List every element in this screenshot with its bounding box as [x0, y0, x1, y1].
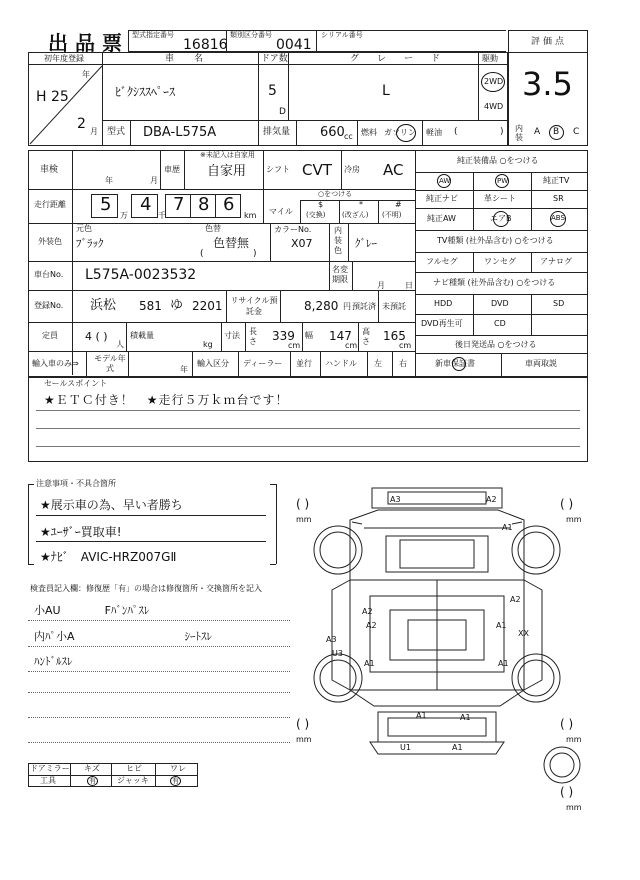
tv-full: フルセグ	[426, 257, 458, 266]
mile-option: マイル	[269, 207, 293, 216]
cc: 660	[320, 125, 345, 140]
first-reg-label: 初年度登録	[44, 54, 84, 63]
reg-kana: ゆ	[170, 298, 184, 313]
mm-fr: mm	[566, 515, 582, 524]
dealer-option: ディーラー	[243, 359, 283, 368]
shaken-label: 車検	[40, 165, 59, 175]
chassis-label: 車台No.	[34, 270, 64, 279]
inspector-line-2: 内ﾊﾟ小A ｼｰﾄｽﾚ	[34, 630, 213, 643]
recycle-paid: 預託済	[352, 302, 376, 311]
reg-no: 2201	[192, 299, 223, 313]
diesel-label: 軽油	[426, 128, 442, 137]
tv-title: TV種類 (社外品含む) ○をつける	[437, 236, 554, 245]
navi-title: ナビ種類 (社外品含む) ○をつける	[433, 278, 556, 287]
mm-rr: mm	[566, 735, 582, 744]
load-label: 積載量	[130, 331, 154, 340]
std-abs: ABS	[551, 214, 565, 222]
load-unit: kg	[203, 340, 213, 349]
inspector-title: 検査員記入欄：修復歴「有」の場合は修復箇所・交換箇所を記入	[30, 584, 262, 593]
std-equip-title: 純正装備品 ○をつける	[457, 156, 539, 165]
later-title: 後日発送品 ○をつける	[455, 340, 537, 349]
car-name-label: 車名	[165, 54, 224, 64]
type-no: 16816	[183, 37, 228, 53]
history: 自家用	[207, 164, 247, 179]
shift-label: シフト	[266, 165, 290, 174]
drive-label: 駆動	[482, 54, 498, 63]
mileage-digit-1: 5	[100, 194, 112, 215]
month-unit: 月	[90, 127, 98, 136]
model-label: 型式	[107, 127, 126, 137]
drive-4wd: 4WD	[484, 102, 504, 111]
color-no: X07	[291, 237, 313, 250]
bracket-rr: ( )	[560, 717, 574, 731]
mm-fl: mm	[296, 515, 312, 524]
mark-14: A1	[460, 713, 471, 722]
legend-kizu: キズ	[84, 764, 100, 773]
mark-2: A2	[486, 495, 497, 504]
dollar-mark: $	[318, 200, 324, 209]
hei-label: 高さ	[362, 327, 370, 346]
page-title: 出品票	[48, 31, 129, 55]
meigi-label: 名変期限	[332, 265, 348, 284]
handle-left: 左	[374, 359, 382, 368]
cc-unit: cc	[344, 132, 353, 141]
meigi-month: 月	[377, 281, 385, 290]
mark-12: A1	[498, 659, 509, 668]
mark-16: A1	[452, 743, 463, 752]
import-label: 輸入車のみ⇒	[32, 359, 79, 368]
mileage-km: km	[244, 211, 257, 220]
history-note: ※未記入は自家用	[200, 151, 255, 159]
meigi-day: 日	[405, 281, 413, 290]
first-reg-era: H 25	[36, 89, 69, 105]
reg-label: 登録No.	[34, 301, 64, 310]
std-sr: SR	[553, 194, 564, 203]
mileage-digit-5: 6	[223, 194, 235, 215]
legend-tool: 工具	[40, 776, 56, 785]
mark-15: U1	[400, 743, 411, 752]
grade-label: グレード	[350, 54, 459, 64]
tv-one: ワンセグ	[484, 257, 516, 266]
year-unit: 年	[82, 70, 90, 79]
cap-unit: 人	[116, 340, 124, 349]
recycle-amount: 8,280	[304, 299, 339, 313]
legend-ware: ワレ	[170, 764, 186, 773]
mark-7: A1	[496, 621, 507, 630]
legend-hibi: ヒビ	[126, 764, 142, 773]
later-warranty: 新車保証書	[435, 359, 475, 368]
serial-label: シリアル番号	[321, 31, 363, 39]
hei-unit: cm	[399, 341, 412, 350]
legend-mirror: ドアミラー	[30, 764, 70, 773]
orig-color-label: 元色	[76, 224, 92, 233]
chassis-no: L575A-0023532	[85, 267, 197, 283]
cap-label: 定員	[42, 331, 58, 340]
repaint-label: 色替	[205, 224, 221, 233]
inspector-line-3: ﾊﾝﾄﾞﾙｽﾚ	[34, 655, 73, 668]
interior-label: 内装	[515, 124, 523, 142]
car-damage-diagram	[290, 480, 590, 800]
bracket-rl: ( )	[296, 717, 310, 731]
mileage-sen: 千	[158, 211, 166, 220]
len-label: 長さ	[249, 327, 257, 346]
import-type-label: 輸入区分	[197, 359, 229, 368]
class-no: 0041	[276, 37, 312, 53]
car-name: ﾋﾞｸｼｽｽﾍﾟｰｽ	[115, 85, 176, 99]
color: ﾌﾞﾗｯｸ	[76, 237, 104, 250]
cc-label: 排気量	[263, 127, 291, 137]
mm-rl: mm	[296, 735, 312, 744]
int-color-label: 内装色	[334, 226, 342, 255]
mark-1: A3	[390, 495, 401, 504]
door-type: D	[279, 107, 286, 117]
bracket-fl: ( )	[296, 497, 310, 511]
legend-jack: ジャッキ	[117, 776, 149, 785]
model-year-label: モデル年式	[94, 354, 126, 373]
std-navi: 純正ナビ	[426, 194, 458, 203]
mileage-digit-2: 4	[140, 194, 152, 215]
score-value: 3.5	[522, 65, 573, 103]
recycle-unit: 円	[343, 302, 351, 311]
len-unit: cm	[288, 341, 301, 350]
mileage-man: 万	[120, 211, 128, 220]
mark-5: A2	[362, 607, 373, 616]
grade: L	[382, 83, 390, 99]
paren-right: )	[253, 249, 257, 259]
navi-sd: SD	[553, 299, 565, 308]
mark-3: A1	[502, 523, 513, 532]
kaizan-option: (改ざん)	[342, 211, 369, 219]
mark-13: A1	[416, 711, 427, 720]
mark-11: A1	[364, 659, 375, 668]
mark-6: A2	[366, 621, 377, 630]
wid-label: 幅	[305, 331, 313, 340]
hash-mark: #	[395, 200, 402, 209]
mileage-label: 走行距離	[34, 200, 66, 209]
note-line-3: ★ﾅﾋﾞ AVIC-HRZ007GⅡ	[40, 550, 177, 564]
bracket-spare: ( )	[560, 785, 574, 799]
std-aw: AW	[439, 177, 451, 185]
recycle-label: リサイクル預託金	[230, 296, 278, 316]
model-year-unit: 年	[180, 365, 188, 374]
repaint: 色替無	[213, 236, 250, 250]
navi-cd: CD	[494, 319, 506, 328]
class-no-label: 類別区分番号	[230, 31, 272, 39]
dim-label: 寸法	[224, 331, 240, 340]
mark-10: U3	[332, 649, 343, 658]
handle-label: ハンドル	[325, 359, 357, 368]
doors-label: ドア数	[261, 54, 288, 64]
model: DBA-L575A	[143, 125, 217, 140]
recycle-unpaid: 未預託	[382, 302, 406, 311]
legend-jack-have: 有	[172, 777, 179, 785]
cooler-label: 冷房	[344, 165, 360, 174]
type-no-label: 型式指定番号	[132, 31, 174, 39]
sales-box	[28, 376, 588, 462]
handle-right: 右	[399, 359, 407, 368]
wid: 147	[329, 329, 352, 343]
legend-tool-have: 有	[89, 777, 96, 785]
shaken-month: 月	[150, 176, 158, 185]
mileage-digit-3: 7	[173, 194, 185, 215]
wid-unit: cm	[345, 341, 358, 350]
navi-dvd-play: DVD再生可	[421, 319, 463, 328]
drive-2wd: 2WD	[484, 77, 504, 86]
reg-class: 581	[139, 299, 162, 313]
cooler: AC	[383, 161, 404, 179]
shaken-year: 年	[105, 176, 113, 185]
int-c: C	[573, 127, 580, 137]
mm-spare: mm	[566, 803, 582, 812]
shift: CVT	[302, 161, 332, 179]
int-b: B	[553, 127, 560, 137]
fumei-option: (不明)	[382, 211, 402, 219]
int-a: A	[534, 127, 541, 137]
std-airbag: エアB	[490, 214, 512, 223]
bracket-fr: ( )	[560, 497, 574, 511]
later-manual: 車両取説	[525, 359, 557, 368]
int-color: ｸﾞﾚｰ	[355, 237, 377, 250]
tv-analog: アナログ	[540, 257, 572, 266]
notes-title: 注意事項・不具合箇所	[36, 479, 116, 488]
capacity: 4 ( )	[85, 330, 108, 343]
star-mark: *	[359, 200, 363, 209]
history-label: 車歴	[164, 165, 180, 174]
fuel: ガソリン	[384, 128, 416, 137]
sales-label: セールスポイント	[44, 379, 108, 388]
reg-area: 浜松	[90, 298, 117, 313]
paren-left: (	[200, 249, 204, 259]
std-tv: 純正TV	[543, 176, 570, 185]
navi-dvd: DVD	[491, 299, 509, 308]
unit-note: ○をつける	[318, 190, 353, 198]
doors: 5	[268, 83, 277, 99]
parallel-option: 並行	[296, 359, 312, 368]
len: 339	[272, 329, 295, 343]
note-line-1: ★展示車の為、早い者勝ち	[40, 498, 183, 512]
score-label: 評価点	[531, 37, 568, 47]
sales-point: ★ＥＴＣ付き！ ★走行５万ｋｍ台です！	[44, 393, 289, 407]
mileage-digit-4: 8	[198, 194, 210, 215]
color-no-label: カラーNo.	[274, 225, 312, 234]
color-label: 外装色	[38, 237, 62, 246]
navi-hdd: HDD	[434, 299, 453, 308]
koukan-option: (交換)	[306, 211, 326, 219]
hei: 165	[383, 329, 406, 343]
std-leather: 革シート	[484, 194, 516, 203]
inspector-line-1: 小AU Fﾊﾞﾝﾊﾟｽﾚ	[34, 604, 150, 617]
mark-4: A2	[510, 595, 521, 604]
first-reg-month: 2	[77, 116, 86, 132]
std-alloy: 純正AW	[427, 214, 456, 223]
mark-8: XX	[518, 629, 529, 638]
note-line-2: ★ﾕｰｻﾞｰ買取車!	[40, 525, 122, 539]
std-pw: PW	[497, 177, 509, 185]
fuel-label: 燃料	[361, 128, 377, 137]
mark-9: A3	[326, 635, 337, 644]
